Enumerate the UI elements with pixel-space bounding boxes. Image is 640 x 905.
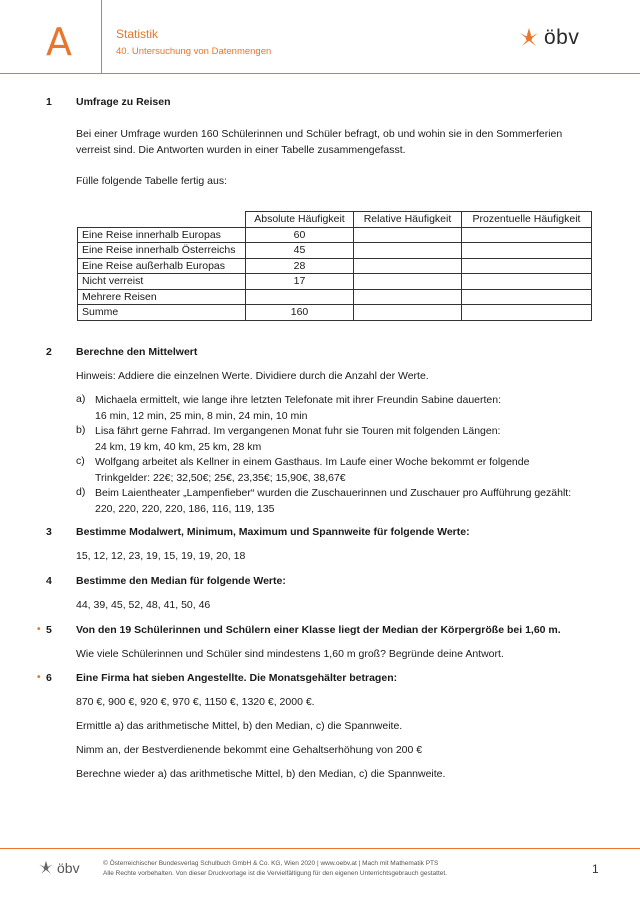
task2-item-text <box>95 486 605 517</box>
table-cell-relative[interactable] <box>354 274 462 290</box>
table-cell-category: Eine Reise außerhalb Europas <box>78 258 246 274</box>
task4-number: 4 <box>46 575 52 587</box>
page-number: 1 <box>592 862 599 876</box>
table-header-cell: Absolute Häufigkeit <box>246 212 354 228</box>
footer-logo <box>38 860 80 876</box>
task2-item-text <box>95 393 605 424</box>
footer-logo-text: öbv <box>57 860 80 876</box>
task2-hint: Hinweis: Addiere die einzelnen Werte. Dividiere durch die Anzahl der Werte. <box>76 370 429 382</box>
table-cell-relative[interactable] <box>354 289 462 305</box>
task5-marker: • <box>37 624 41 635</box>
table-cell-relative[interactable] <box>354 258 462 274</box>
table-cell-percent[interactable] <box>462 274 592 290</box>
task6-marker: • <box>37 672 41 683</box>
task2-item-line: Wolfgang arbeitet als Kellner in einem Gasthaus. Im Laufe einer Woche bekommt er folgende <box>95 456 530 468</box>
task2-item-values: 24 km, 19 km, 40 km, 25 km, 28 km <box>95 440 262 453</box>
footer-divider <box>0 848 640 849</box>
task3-number: 3 <box>46 526 52 538</box>
task1-instruction: Fülle folgende Tabelle fertig aus: <box>76 175 227 187</box>
task2-item-label: d) <box>76 486 86 498</box>
task5-question: Wie viele Schülerinnen und Schüler sind mindestens 1,60 m groß? Begründe deine Antwort. <box>76 648 504 660</box>
frequency-table <box>77 211 592 321</box>
task1-number: 1 <box>46 96 52 108</box>
chapter-letter: A <box>46 20 72 64</box>
publisher-logo <box>518 26 579 50</box>
table-cell-relative[interactable] <box>354 243 462 259</box>
logo-text: öbv <box>544 26 580 49</box>
table-row <box>78 258 592 274</box>
task3-values: 15, 12, 12, 23, 19, 15, 19, 19, 20, 18 <box>76 550 246 562</box>
task2-item-line: Beim Laientheater „Lampenfieber“ wurden die Zuschauerinnen und Zuschauer pro Aufführung gezählt: <box>95 487 572 499</box>
table-cell-relative[interactable] <box>354 227 462 243</box>
table-cell-absolute: 60 <box>246 227 354 243</box>
table-cell-absolute: 160 <box>246 305 354 321</box>
table-cell-category: Eine Reise innerhalb Europas <box>78 227 246 243</box>
table-cell-percent[interactable] <box>462 289 592 305</box>
rights-line: Alle Rechte vorbehalten. Von dieser Druckvorlage ist die Vervielfältigung für den eigenen Unterrichtsgebrauch gestattet. <box>103 870 447 877</box>
table-header-row <box>78 212 592 228</box>
task1-title: Umfrage zu Reisen <box>76 96 171 108</box>
table-cell-relative[interactable] <box>354 305 462 321</box>
task4-values: 44, 39, 45, 52, 48, 41, 50, 46 <box>76 599 211 611</box>
table-row <box>78 289 592 305</box>
task1-intro: Bei einer Umfrage wurden 160 Schülerinnen und Schüler befragt, ob und wohin sie in den Sommerferien verreist sind. Die Antworten wurden in einer Tabelle zusammengefasst. <box>76 128 563 156</box>
table-cell-absolute: 45 <box>246 243 354 259</box>
star-logo-icon <box>38 860 54 876</box>
task6-values: 870 €, 900 €, 920 €, 970 €, 1150 €, 1320 €, 2000 €. <box>76 696 315 708</box>
table-cell-category: Nicht verreist <box>78 274 246 290</box>
table-header-cell: Prozentuelle Häufigkeit <box>462 212 592 228</box>
task6-question-2: Nimm an, der Bestverdienende bekommt eine Gehaltserhöhung von 200 € <box>76 744 423 756</box>
table-cell-absolute: 28 <box>246 258 354 274</box>
task2-item-label: a) <box>76 393 86 405</box>
copyright-line: © Österreichischer Bundesverlag Schulbuch GmbH & Co. KG, Wien 2020 | www.oebv.at | Mach mit Mathematik PTS <box>103 860 439 867</box>
task2-item-text <box>95 455 605 486</box>
task2-number: 2 <box>46 346 52 358</box>
task5-number: 5 <box>46 624 52 636</box>
star-logo-icon <box>518 27 540 49</box>
task2-item-label: c) <box>76 455 85 467</box>
table-header-cell: Relative Häufigkeit <box>354 212 462 228</box>
table-header-cell <box>78 212 246 228</box>
table-cell-percent[interactable] <box>462 243 592 259</box>
footer-copyright <box>103 859 447 879</box>
table-row <box>78 274 592 290</box>
table-cell-category: Summe <box>78 305 246 321</box>
task3-title: Bestimme Modalwert, Minimum, Maximum und Spannweite für folgende Werte: <box>76 526 470 538</box>
task2-item-values: Trinkgelder: 22€; 32,50€; 25€, 23,35€; 15,90€, 38,67€ <box>95 471 346 484</box>
task2-item-values: 220, 220, 220, 220, 186, 116, 119, 135 <box>95 502 275 515</box>
table-row <box>78 305 592 321</box>
table-cell-percent[interactable] <box>462 227 592 243</box>
task2-item-line: Lisa fährt gerne Fahrrad. Im vergangenen Monat fuhr sie Touren mit folgenden Längen: <box>95 425 501 437</box>
table-cell-absolute[interactable] <box>246 289 354 305</box>
task2-item-label: b) <box>76 424 86 436</box>
table-cell-category: Eine Reise innerhalb Österreichs <box>78 243 246 259</box>
page-title: Statistik <box>116 27 159 41</box>
table-row <box>78 243 592 259</box>
task6-title: Eine Firma hat sieben Angestellte. Die Monatsgehälter betragen: <box>76 672 398 684</box>
table-cell-percent[interactable] <box>462 305 592 321</box>
header-divider-horizontal <box>0 73 640 74</box>
task5-title: Von den 19 Schülerinnen und Schülern einer Klasse liegt der Median der Körpergröße bei 1,60 m. <box>76 624 561 636</box>
page-subtitle: 40. Untersuchung von Datenmengen <box>116 46 272 57</box>
header-divider-vertical <box>101 0 102 73</box>
task6-question-1: Ermittle a) das arithmetische Mittel, b) den Median, c) die Spannweite. <box>76 720 403 732</box>
task2-item-text <box>95 424 605 455</box>
task2-item-line: Michaela ermittelt, wie lange ihre letzten Telefonate mit ihrer Freundin Sabine dauerten: <box>95 394 502 406</box>
task6-question-3: Berechne wieder a) das arithmetische Mittel, b) den Median, c) die Spannweite. <box>76 768 446 780</box>
table-cell-absolute: 17 <box>246 274 354 290</box>
table-row <box>78 227 592 243</box>
table-cell-percent[interactable] <box>462 258 592 274</box>
task2-item-values: 16 min, 12 min, 25 min, 8 min, 24 min, 10 min <box>95 409 308 422</box>
task2-title: Berechne den Mittelwert <box>76 346 198 358</box>
task4-title: Bestimme den Median für folgende Werte: <box>76 575 286 587</box>
task6-number: 6 <box>46 672 52 684</box>
table-cell-category: Mehrere Reisen <box>78 289 246 305</box>
